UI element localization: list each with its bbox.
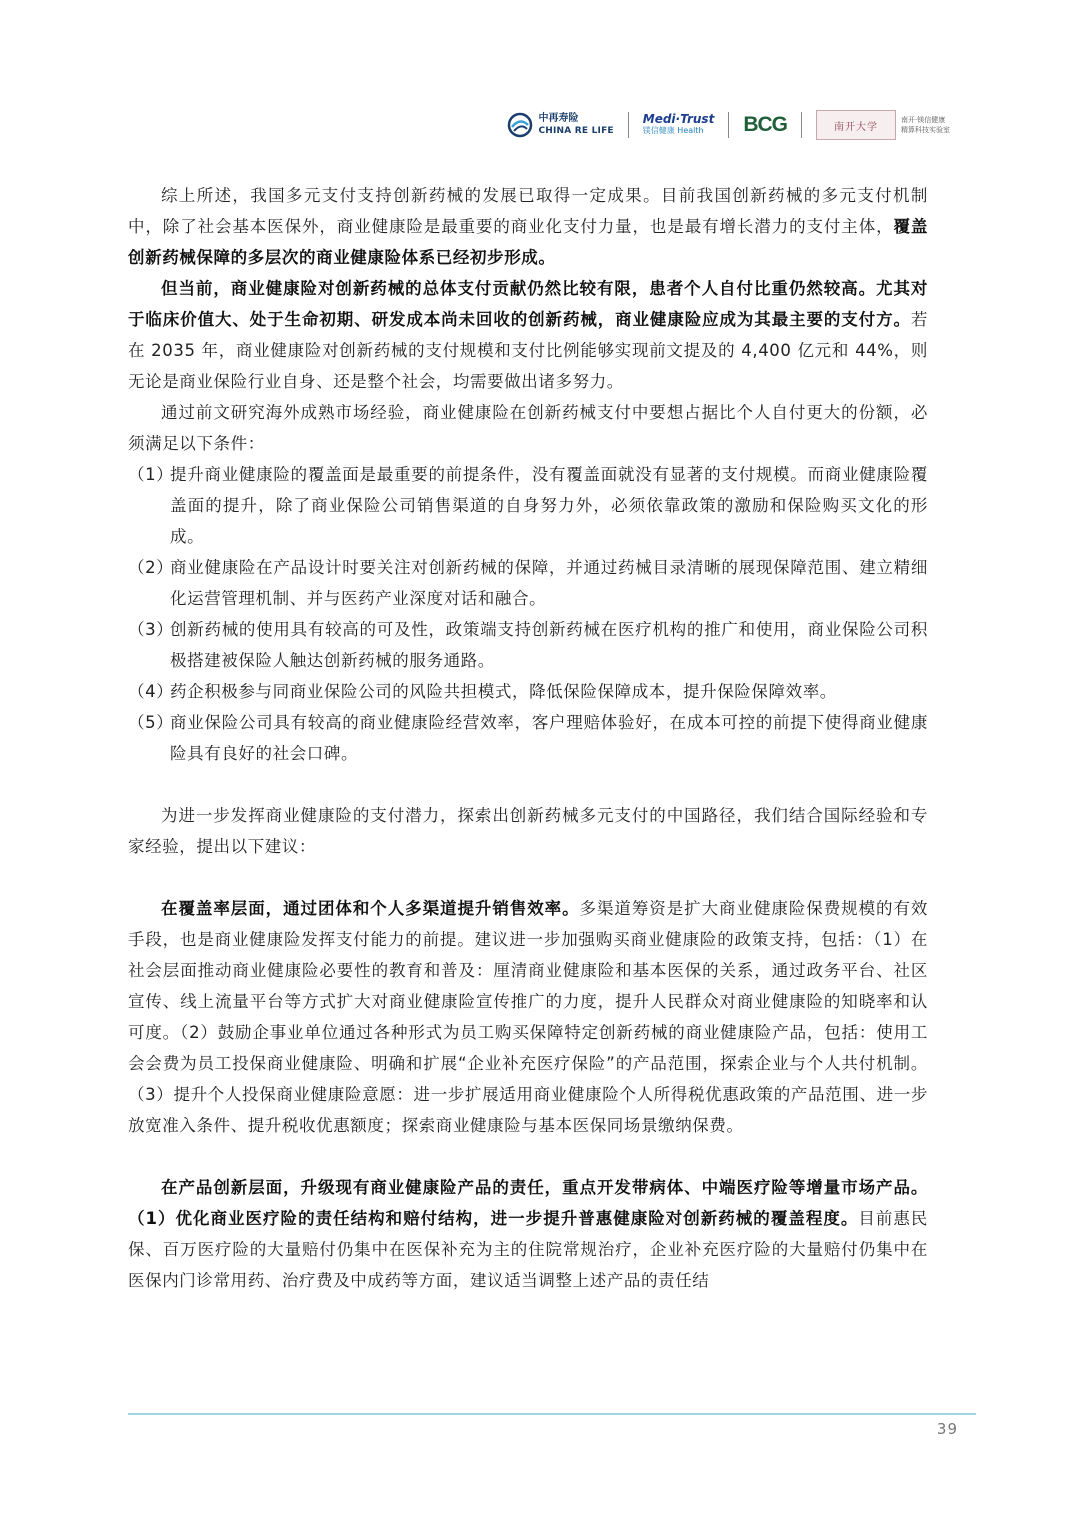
meditrust-logo xyxy=(643,113,715,137)
summary-bold-text: 覆盖创新药械保障的多层次的商业健康险体系已经初步形成。 xyxy=(128,217,928,267)
page-number: 39 xyxy=(936,1420,958,1438)
summary-text: 综上所述，我国多元支付支持创新药械的发展已取得一定成果。目前我国创新药械的多元支付机制中，除了社会基本医保外，商业健康险是最重要的商业化支付力量，也是最有增长潜力的支付主体， xyxy=(128,186,928,236)
condition-item xyxy=(128,614,928,676)
china-re-life-logo xyxy=(507,112,613,138)
product-innovation-paragraph xyxy=(128,1172,928,1296)
meditrust-subtitle: 镁信健康 Health xyxy=(642,126,704,135)
product-innovation-text: 目前惠民保、百万医疗险的大量赔付仍集中在医保补充为主的住院常规治疗，企业补充医疗险的大量赔付仍集中在医保内门诊常用药、治疗费及中成药等方面，建议适当调整上述产品的责任结 xyxy=(128,1209,929,1290)
china-re-life-name-zh: 中再寿险 xyxy=(538,113,579,124)
china-re-life-name-en: CHINA RE LIFE xyxy=(538,126,614,136)
spacer xyxy=(128,862,928,893)
summary-paragraph xyxy=(128,180,928,273)
spacer xyxy=(128,769,928,800)
china-re-life-emblem-icon xyxy=(507,112,533,138)
nankai-seal-icon: 南开大学 xyxy=(816,110,896,140)
coverage-recommendation-paragraph xyxy=(128,893,928,1141)
logo-divider xyxy=(728,112,729,138)
condition-item xyxy=(128,707,928,769)
condition-number: （3） xyxy=(128,620,174,639)
conditions-intro-paragraph: 通过前文研究海外成熟市场经验，商业健康险在创新药械支付中要想占据比个人自付更大的份额，必须满足以下条件： xyxy=(128,403,928,453)
logo-divider xyxy=(628,112,629,138)
bcg-logo: BCG xyxy=(743,113,787,136)
condition-text: 商业健康险在产品设计时要关注对创新药械的保障，并通过药械目录清晰的展现保障范围、建立精细化运营管理机制、并与医药产业深度对话和融合。 xyxy=(170,558,928,608)
current-situation-paragraph xyxy=(128,273,928,397)
condition-item xyxy=(128,459,928,552)
coverage-text: 多渠道筹资是扩大商业健康险保费规模的有效手段，也是商业健康险发挥支付能力的前提。建议进一步加强购买商业健康险的政策支持，包括：（1）在社会层面推动商业健康险必要性的教育和普及：厘清商业健康险和基本医保的关系，通过政务平台、社区宣传、线上流量平台等方式扩大对商业健康险宣传推广的力度，提升人民群众对商业健康险的知晓率和认可度。（2）鼓励企事业单位通过各种形式为员工购买保障特定创新药械的商业健康险产品，包括：使用工会会费为员工投保商业健康险、明确和扩展“企业补充医疗保险”的产品范围，探索企业与个人共付机制。（3）提升个人投保商业健康险意愿：进一步扩展适用商业健康险个人所得税优惠政策的产品范围、进一步放宽准入条件、提升税收优惠额度；探索商业健康险与基本医保同场景缴纳保费。 xyxy=(128,899,928,1135)
product-innovation-bold-text: 在产品创新层面，升级现有商业健康险产品的责任，重点开发带病体、中端医疗险等增量市场产品。（1）优化商业医疗险的责任结构和赔付结构，进一步提升普惠健康险对创新药械的覆盖程度。 xyxy=(128,1178,928,1228)
condition-item xyxy=(128,676,928,707)
condition-number: （4） xyxy=(128,682,174,701)
condition-number: （2） xyxy=(128,558,174,577)
condition-text: 药企积极参与同商业保险公司的风险共担模式，降低保险保障成本，提升保险保障效率。 xyxy=(170,682,837,701)
current-situation-text: 若在 2035 年，商业健康险对创新药械的支付规模和支付比例能够实现前文提及的 4,400 亿元和 44%，则无论是商业保险行业自身、还是整个社会，均需要做出诸多努力。 xyxy=(128,310,928,391)
spacer xyxy=(128,1141,928,1172)
lab-name-line2: 精算科技实验室 xyxy=(901,126,950,134)
condition-text: 创新药械的使用具有较高的可及性，政策端支持创新药械在医疗机构的推广和使用，商业保险公司积极搭建被保险人触达创新药械的服务通路。 xyxy=(170,620,928,670)
condition-text: 商业保险公司具有较高的商业健康险经营效率，客户理赔体验好，在成本可控的前提下使得商业健康险具有良好的社会口碑。 xyxy=(170,713,928,763)
condition-item xyxy=(128,552,928,614)
page-body xyxy=(128,180,928,1296)
meditrust-brand: Medi·Trust xyxy=(642,112,715,126)
logo-divider xyxy=(801,112,802,138)
footer-divider xyxy=(128,1413,976,1415)
condition-number: （5） xyxy=(128,713,174,732)
recommendations-intro-paragraph: 为进一步发挥商业健康险的支付潜力，探索出创新药械多元支付的中国路径，我们结合国际经验和专家经验，提出以下建议： xyxy=(128,806,928,856)
coverage-bold-text: 在覆盖率层面，通过团体和个人多渠道提升销售效率。 xyxy=(161,899,580,918)
page-header xyxy=(507,110,950,140)
current-situation-bold-text: 但当前，商业健康险对创新药械的总体支付贡献仍然比较有限，患者个人自付比重仍然较高。尤其对于临床价值大、处于生命初期、研发成本尚未回收的创新药械，商业健康险应成为其最主要的支付方。 xyxy=(128,279,928,329)
nankai-lab-logo xyxy=(816,110,950,140)
condition-number: （1） xyxy=(128,465,174,484)
lab-name-line1: 南开·镁信健康 xyxy=(901,116,946,124)
condition-text: 提升商业健康险的覆盖面是最重要的前提条件，没有覆盖面就没有显著的支付规模。而商业健康险覆盖面的提升，除了商业保险公司销售渠道的自身努力外，必须依靠政策的激励和保险购买文化的形成。 xyxy=(170,465,928,546)
